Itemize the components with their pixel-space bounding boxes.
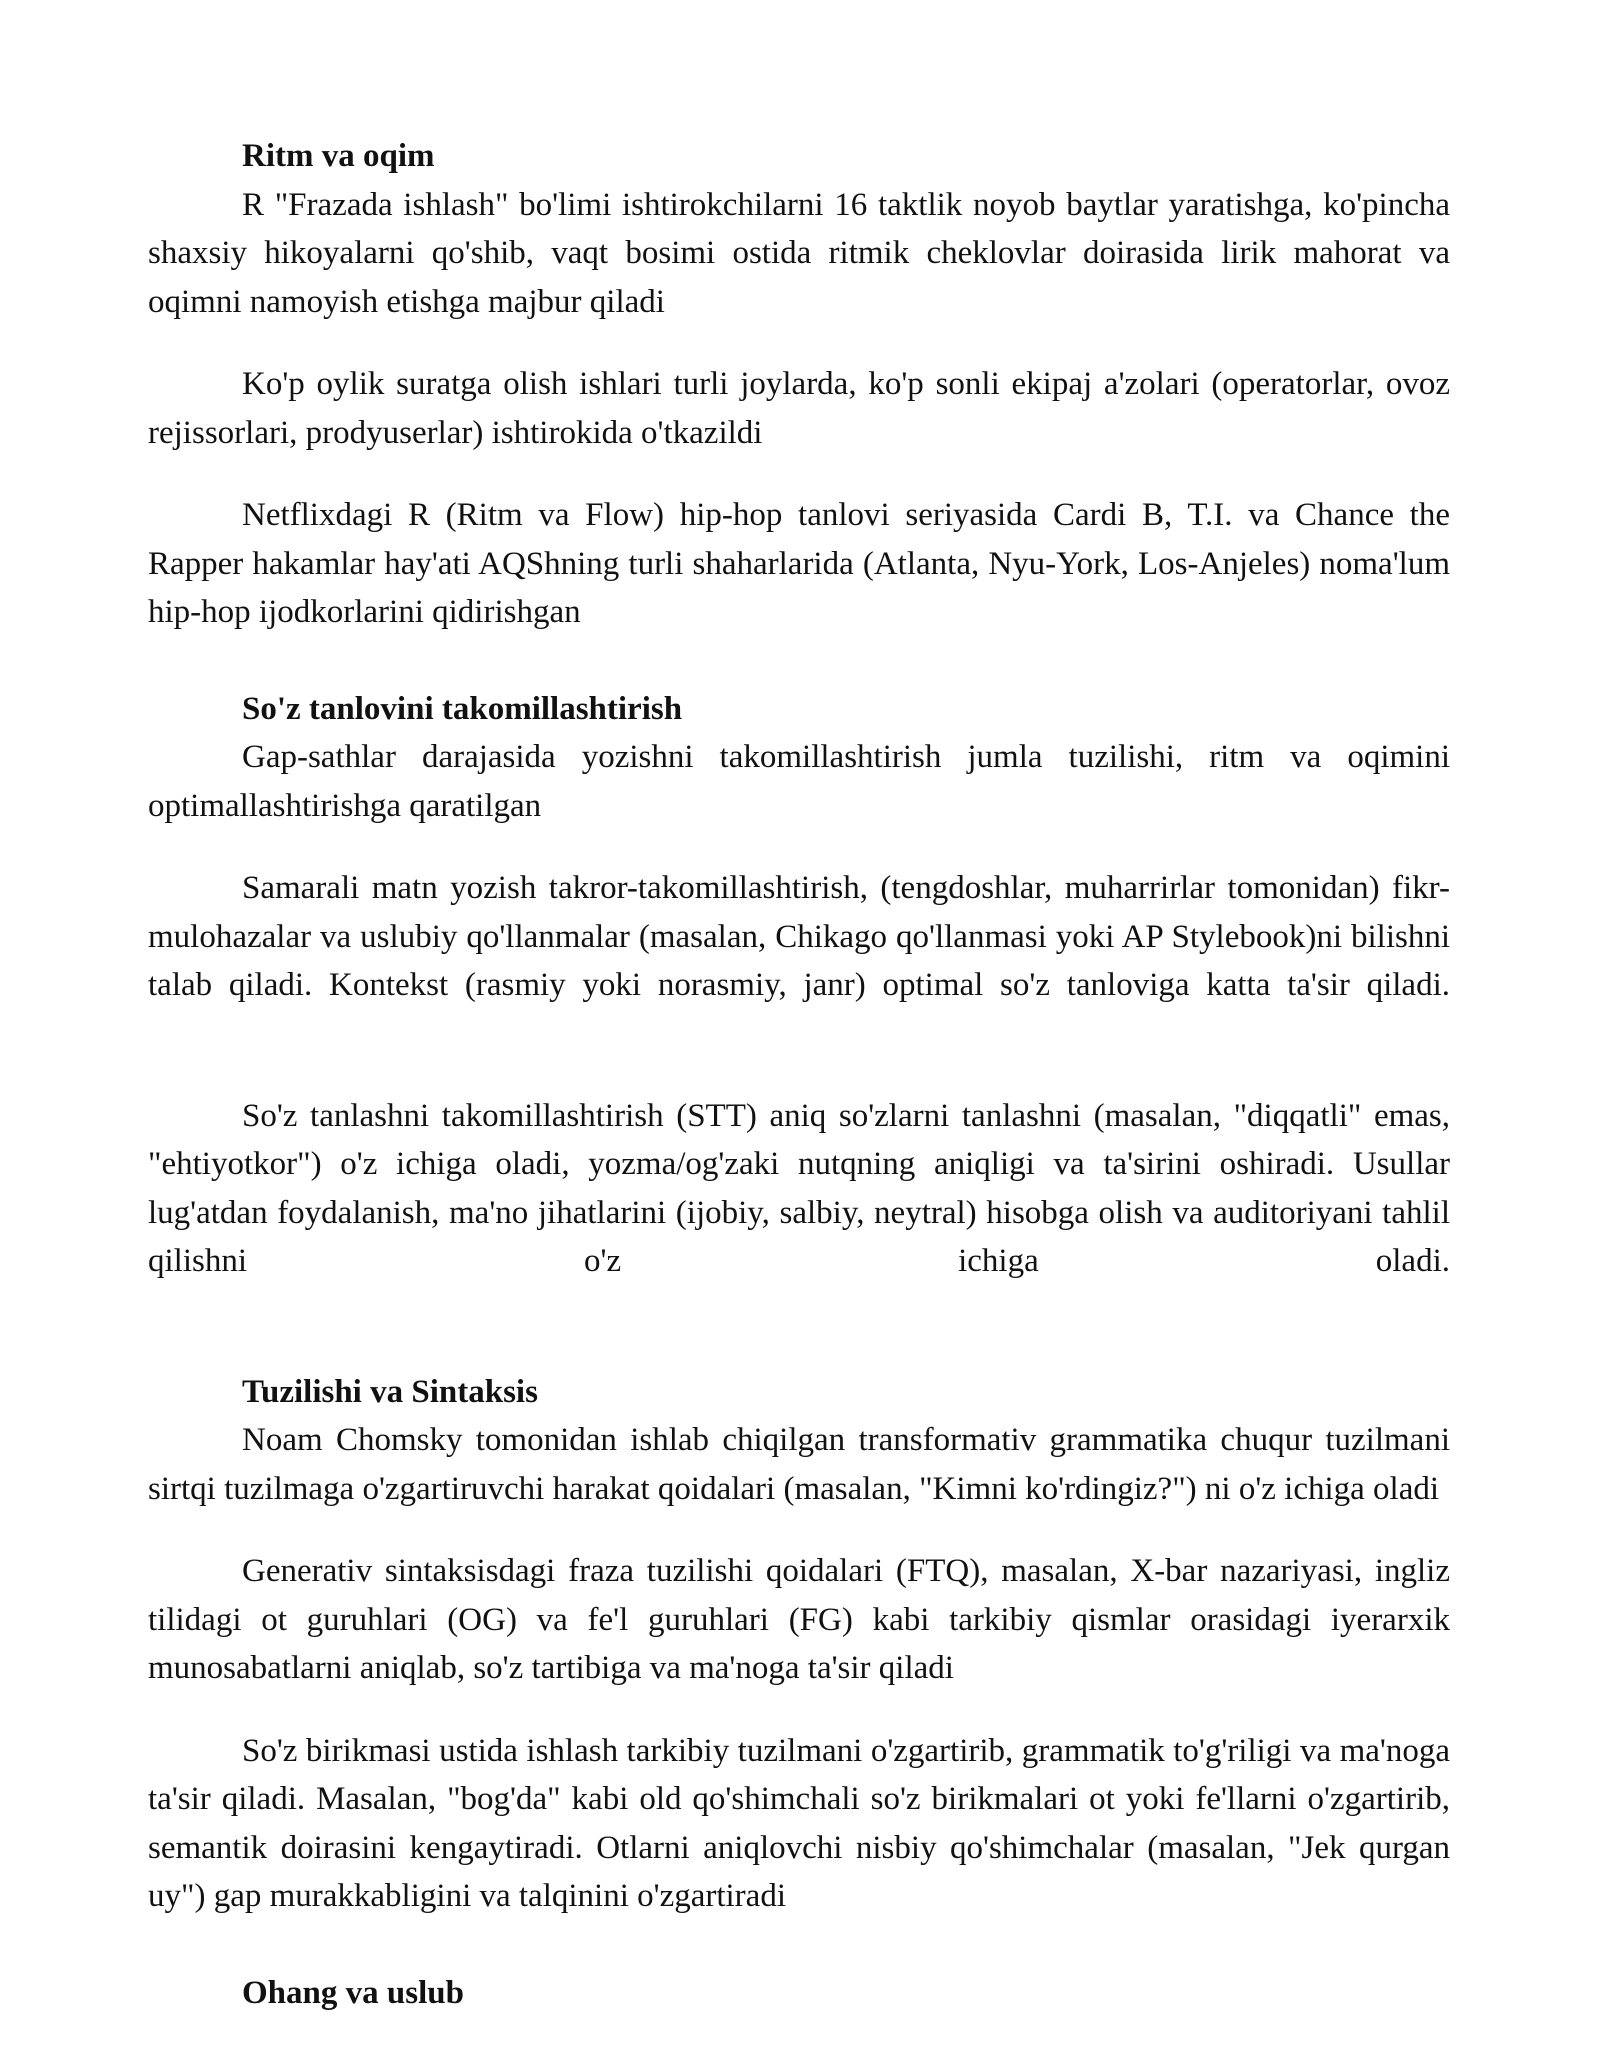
paragraph: Samarali matn yozish takror-takomillashtirish, (tengdoshlar, muharrirlar tomonidan) fikr-mulohazalar va uslubiy qo'llanmalar (masalan, Chikago qo'llanmasi yoki AP Stylebook)ni bilishni talab qiladi. Kontekst (rasmiy yoki norasmiy, janr) optimal so'z tanloviga katta ta'sir qiladi. (148, 870, 1450, 1003)
section-heading-soz-tanlovini: So'z tanlovini takomillashtirish (242, 690, 683, 727)
paragraph: Ko'p oylik suratga olish ishlari turli joylarda, ko'p sonli ekipaj a'zolari (operatorlar, ovoz rejissorlari, prodyuserlar) ishtirokida o'tkazildi (148, 366, 1450, 451)
section-heading-ritm-va-oqim: Ritm va oqim (242, 138, 435, 174)
paragraph: Generativ sintaksisdagi fraza tuzilishi qoidalari (FTQ), masalan, X-bar nazariyasi, ingliz tilidagi ot guruhlari (OG) va fe'l guruhlari (FG) kabi tarkibiy qismlar orasidagi iyerarxik munosabatlarni aniqlab, so'z tartibiga va ma'noga ta'sir qiladi (148, 1553, 1450, 1686)
paragraph: Noam Chomsky tomonidan ishlab chiqilgan transformativ grammatika chuqur tuzilmani sirtqi tuzilmaga o'zgartiruvchi harakat qoidalari (masalan, "Kimni ko'rdingiz?") ni o'z ichiga oladi (148, 1422, 1450, 1507)
paragraph: So'z tanlashni takomillashtirish (STT) aniq so'zlarni tanlashni (masalan, "diqqatli" emas, "ehtiyotkor") o'z ichiga oladi, yozma/og'zaki nutqning aniqligi va ta'sirini oshiradi. Usullar lug'atdan foydalanish, ma'no jihatlarini (ijobiy, salbiy, neytral) hisobga olish va auditoriyani tahlil qilishni o'z ichiga oladi. (148, 1097, 1450, 1279)
document-body (148, 132, 1450, 2017)
paragraph: Gap-sathlar darajasida yozishni takomillashtirish jumla tuzilishi, ritm va oqimini optimallashtirishga qaratilgan (148, 739, 1450, 824)
paragraph: So'z birikmasi ustida ishlash tarkibiy tuzilmani o'zgartirib, grammatik to'g'riligi va ma'noga ta'sir qiladi. Masalan, "bog'da" kabi old qo'shimchali so'z birikmalari ot yoki fe'llarni o'zgartirib, semantik doirasini kengaytiradi. Otlarni aniqlovchi nisbiy qo'shimchalar (masalan, "Jek qurgan uy") gap murakkabligini va talqinini o'zgartiradi (148, 1732, 1450, 1914)
paragraph: R "Frazada ishlash" bo'limi ishtirokchilarni 16 taktlik noyob baytlar yaratishga, ko'pincha shaxsiy hikoyalarni qo'shib, vaqt bosimi ostida ritmik cheklovlar doirasida lirik mahorat va oqimni namoyish etishga majbur qiladi (148, 186, 1450, 320)
section-heading-tuzilishi-va-sintaksis: Tuzilishi va Sintaksis (242, 1373, 538, 1410)
paragraph: Netflixdagi R (Ritm va Flow) hip-hop tanlovi seriyasida Cardi B, T.I. va Chance the Rapper hakamlar hay'ati AQShning turli shaharlarida (Atlanta, Nyu-York, Los-Anjeles) noma'lum hip-hop ijodkorlarini qidirishgan (148, 497, 1450, 630)
section-heading-ohang-va-uslub: Ohang va uslub (242, 1974, 464, 2011)
